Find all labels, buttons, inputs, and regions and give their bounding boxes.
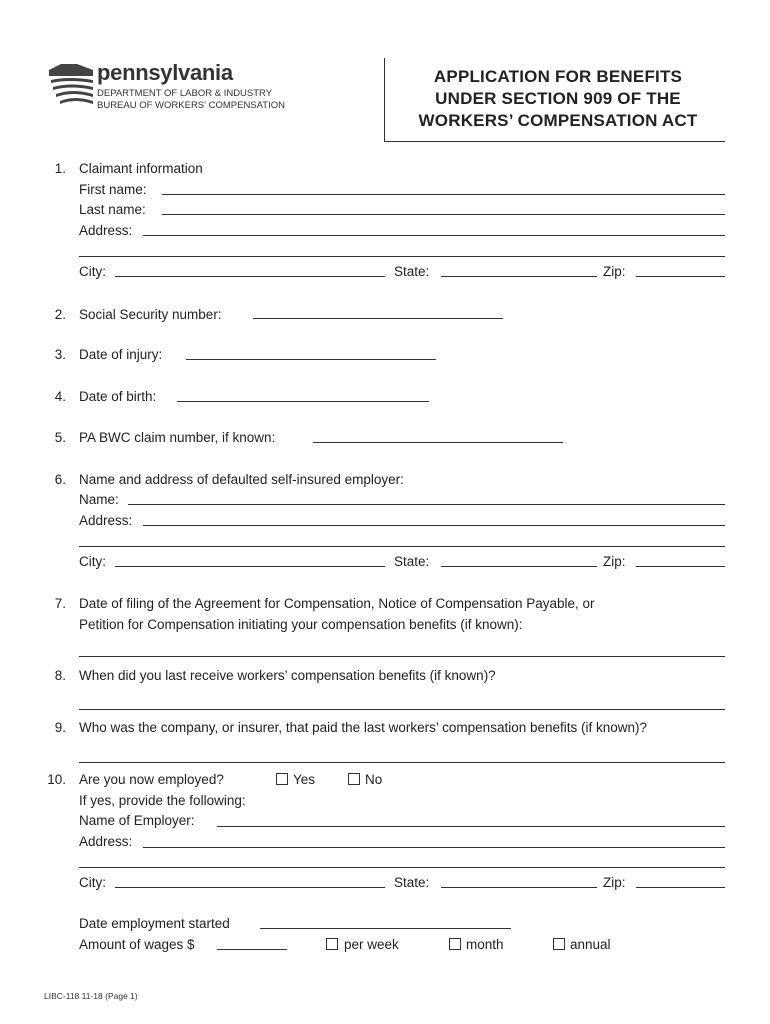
q7-label-line-1: Date of filing of the Agreement for Compensation, Notice of Compensation Payable, or	[79, 596, 595, 611]
claimant-city-field[interactable]	[115, 276, 385, 277]
header-divider	[384, 58, 385, 142]
claimant-zip-label: Zip:	[603, 264, 626, 279]
current-employer-state-field[interactable]	[441, 887, 597, 888]
department-line-1: DEPARTMENT OF LABOR & INDUSTRY	[97, 88, 273, 99]
form-title	[388, 66, 728, 132]
employer-name-field[interactable]	[128, 504, 725, 505]
form-id-footer: LIBC-118 11-18 (Page 1)	[44, 991, 138, 1001]
department-line-2: BUREAU OF WORKERS' COMPENSATION	[97, 100, 285, 111]
first-name-label: First name:	[79, 182, 147, 197]
title-line-3: WORKERS’ COMPENSATION ACT	[418, 111, 698, 130]
date-of-birth-label: Date of birth:	[79, 389, 157, 404]
ssn-label: Social Security number:	[79, 307, 222, 322]
wages-label: Amount of wages $	[79, 937, 195, 952]
claimant-city-label: City:	[79, 264, 106, 279]
logo-wordmark: pennsylvania	[97, 60, 233, 85]
employed-question-label: Are you now employed?	[79, 772, 224, 787]
ssn-field[interactable]	[253, 318, 503, 319]
filing-date-field[interactable]	[79, 656, 725, 657]
per-week-checkbox[interactable]	[326, 938, 338, 950]
q9-label: Who was the company, or insurer, that paid the last workers’ compensation benefits (if known)?	[79, 720, 648, 735]
q6-label: Name and address of defaulted self-insured employer:	[79, 472, 404, 487]
claimant-state-label: State:	[394, 264, 430, 279]
form-header	[0, 0, 770, 142]
employed-no-label: No	[365, 772, 383, 787]
current-employer-city-field[interactable]	[115, 887, 385, 888]
per-week-label: per week	[344, 937, 399, 952]
current-employer-state-label: State:	[394, 875, 430, 890]
current-employer-address-label: Address:	[79, 834, 133, 849]
q4-number: 4.	[54, 389, 66, 404]
department-name	[97, 88, 285, 112]
q1-label: Claimant information	[79, 161, 203, 176]
employer-name-label: Name:	[79, 492, 119, 507]
date-started-field[interactable]	[260, 928, 511, 929]
claimant-zip-field[interactable]	[636, 276, 725, 277]
q5-number: 5.	[54, 430, 66, 445]
pa-logo	[47, 62, 347, 122]
claimant-address-field[interactable]	[143, 235, 725, 236]
month-checkbox[interactable]	[449, 938, 461, 950]
q7-label-line-2: Petition for Compensation initiating your compensation benefits (if known):	[79, 617, 523, 632]
employer-zip-field[interactable]	[636, 566, 725, 567]
q7-number: 7.	[54, 596, 66, 611]
q1-number: 1.	[54, 161, 66, 176]
employed-yes-label: Yes	[293, 772, 316, 787]
employer-state-label: State:	[394, 554, 430, 569]
claimant-state-field[interactable]	[441, 276, 597, 277]
current-employer-zip-label: Zip:	[603, 875, 626, 890]
employer-state-field[interactable]	[441, 566, 597, 567]
annual-checkbox[interactable]	[553, 938, 565, 950]
current-employer-zip-field[interactable]	[636, 887, 725, 888]
current-employer-address-field-2[interactable]	[79, 867, 725, 868]
q6-number: 6.	[54, 472, 66, 487]
annual-label: annual	[570, 937, 611, 952]
title-underline	[384, 141, 725, 142]
q8-number: 8.	[54, 668, 66, 683]
employed-yes-checkbox[interactable]	[276, 773, 288, 785]
employer-zip-label: Zip:	[603, 554, 626, 569]
current-employer-address-field[interactable]	[143, 847, 725, 848]
date-of-injury-label: Date of injury:	[79, 347, 163, 362]
q2-number: 2.	[54, 307, 66, 322]
if-yes-label: If yes, provide the following:	[79, 793, 246, 808]
claim-number-field[interactable]	[313, 442, 563, 443]
employed-no-checkbox[interactable]	[348, 773, 360, 785]
q9-number: 9.	[54, 720, 66, 735]
title-line-2: UNDER SECTION 909 OF THE	[435, 89, 681, 108]
title-line-1: APPLICATION FOR BENEFITS	[433, 67, 683, 86]
employer-city-field[interactable]	[115, 566, 385, 567]
current-employer-city-label: City:	[79, 875, 106, 890]
q8-label: When did you last receive workers’ compensation benefits (if known)?	[79, 668, 496, 683]
date-started-label: Date employment started	[79, 916, 230, 931]
claimant-address-field-2[interactable]	[79, 256, 725, 257]
employer-address-label: Address:	[79, 513, 133, 528]
current-employer-field[interactable]	[217, 826, 725, 827]
claimant-address-label: Address:	[79, 223, 133, 238]
keystone-logo-icon	[47, 62, 95, 112]
employer-city-label: City:	[79, 554, 106, 569]
employer-address-field[interactable]	[143, 525, 725, 526]
wages-field[interactable]	[217, 949, 287, 950]
last-insurer-field[interactable]	[79, 762, 725, 763]
first-name-field[interactable]	[162, 194, 725, 195]
current-employer-label: Name of Employer:	[79, 813, 195, 828]
month-label: month	[466, 937, 504, 952]
last-benefits-date-field[interactable]	[79, 709, 725, 710]
employer-address-field-2[interactable]	[79, 546, 725, 547]
last-name-label: Last name:	[79, 202, 146, 217]
last-name-field[interactable]	[162, 214, 725, 215]
date-of-injury-field[interactable]	[186, 359, 436, 360]
q3-number: 3.	[54, 347, 66, 362]
date-of-birth-field[interactable]	[177, 401, 429, 402]
q10-number: 10.	[47, 772, 66, 787]
claim-number-label: PA BWC claim number, if known:	[79, 430, 276, 445]
